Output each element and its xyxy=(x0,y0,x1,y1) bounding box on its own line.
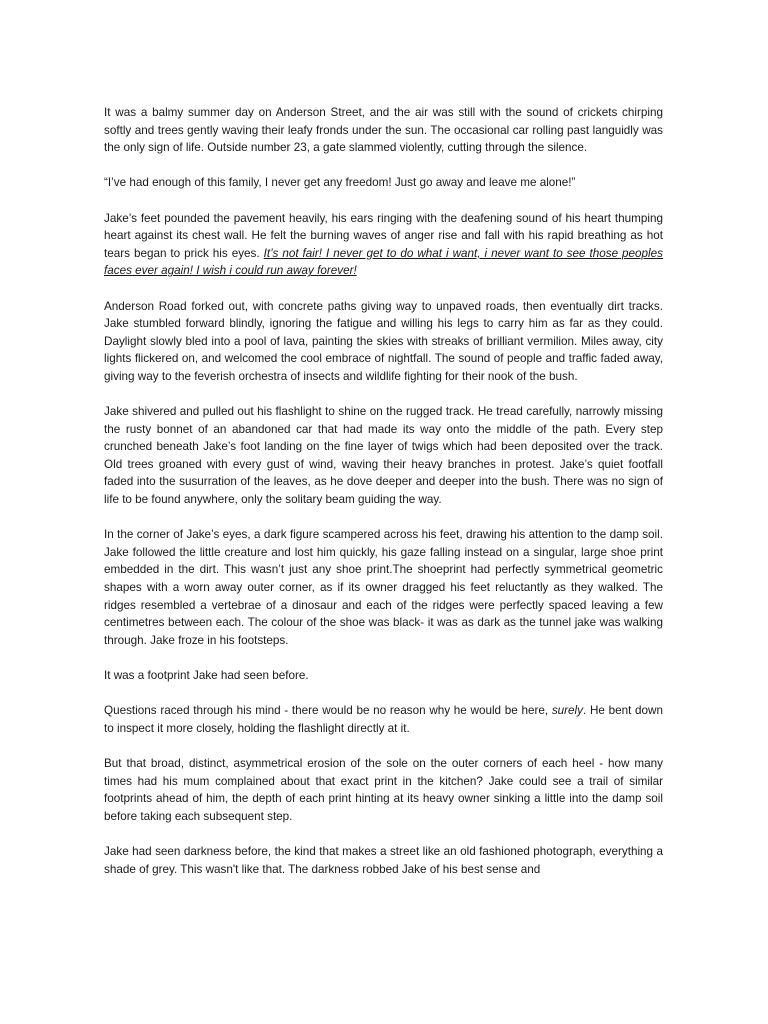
paragraph-dialogue: “I’ve had enough of this family, I never get any freedom! Just go away and leave me alone!” xyxy=(104,176,576,190)
inner-thought-underlined: It’s not fair! I never get to do what i want, i never want to see those peoples faces ever again! I wish i could run away forever! xyxy=(104,246,663,278)
paragraph-3-text: Jake’s feet pounded the pavement heavily, his ears ringing with the deafening sound of his heart thumping heart against its chest wall. He felt the burning waves of anger rise and fall with his rapid breathing as hot tears began to prick his eyes. xyxy=(104,211,663,260)
paragraph-8-text-before: Questions raced through his mind - there would be no reason why he would be here, xyxy=(104,704,552,718)
paragraph-8 xyxy=(104,702,663,737)
paragraph-8-text-after: . He bent down to inspect it more closely, holding the flashlight directly at it. xyxy=(104,704,663,735)
paragraph-3 xyxy=(104,210,663,280)
paragraph-10: Jake had seen darkness before, the kind that makes a street like an old fashioned photograph, everything a shade of grey. This wasn't like that. The darkness robbed Jake of his best sense and xyxy=(104,844,663,876)
document-page xyxy=(104,104,663,896)
emphasis-surely: surely xyxy=(551,704,583,718)
paragraph-7: It was a footprint Jake had seen before. xyxy=(104,669,309,682)
paragraph-9: But that broad, distinct, asymmetrical erosion of the sole on the outer corners of each heel - how many times had his mum complained about that exact print in the kitchen? Jake could see a trail of similar footprints ahead of him, the depth of each print hinting at its heavy owner sinking a little into the damp soil before taking each subsequent step. xyxy=(104,756,663,823)
paragraph-5: Jake shivered and pulled out his flashlight to shine on the rugged track. He tread carefully, narrowly missing the rusty bonnet of an abandoned car that had made its way onto the middle of the path. Every step crunched beneath Jake’s foot landing on the fine layer of twigs which had been deposited over the track. Old trees groaned with every gust of wind, waving their heavy branches in protest. Jake’s quiet footfall faded into the susurration of the leaves, as he dove deeper and deeper into the bush. There was no sign of life to be found anywhere, only the solitary beam guiding the way. xyxy=(104,405,663,507)
paragraph-1: It was a balmy summer day on Anderson Street, and the air was still with the sound of crickets chirping softly and trees gently waving their leafy fronds under the sun. The occasional car rolling past languidly was the only sign of life. Outside number 23, a gate slammed violently, cutting through the silence. xyxy=(104,106,663,155)
paragraph-4: Anderson Road forked out, with concrete paths giving way to unpaved roads, then eventually dirt tracks. Jake stumbled forward blindly, ignoring the fatigue and willing his legs to carry him as far as they could. Daylight slowly bled into a pool of lava, painting the skies with streaks of brilliant vermilion. Miles away, city lights flickered on, and welcomed the cool embrace of nightfall. The sound of people and traffic faded away, giving way to the feverish orchestra of insects and wildlife fighting for their nook of the bush. xyxy=(104,299,663,383)
paragraph-6: In the corner of Jake’s eyes, a dark figure scampered across his feet, drawing his attention to the damp soil. Jake followed the little creature and lost him quickly, his gaze falling instead on a singular, large shoe print embedded in the dirt. This wasn’t just any shoe print.The shoeprint had perfectly symmetrical geometric shapes with a worn away outer corner, as if its owner dragged his feet reluctantly as they walked. The ridges resembled a vertebrae of a dinosaur and each of the ridges were perfectly spaced leaving a few centimetres between each. The colour of the shoe was black- it was as dark as the tunnel jake was walking through. Jake froze in his footsteps. xyxy=(104,528,663,647)
